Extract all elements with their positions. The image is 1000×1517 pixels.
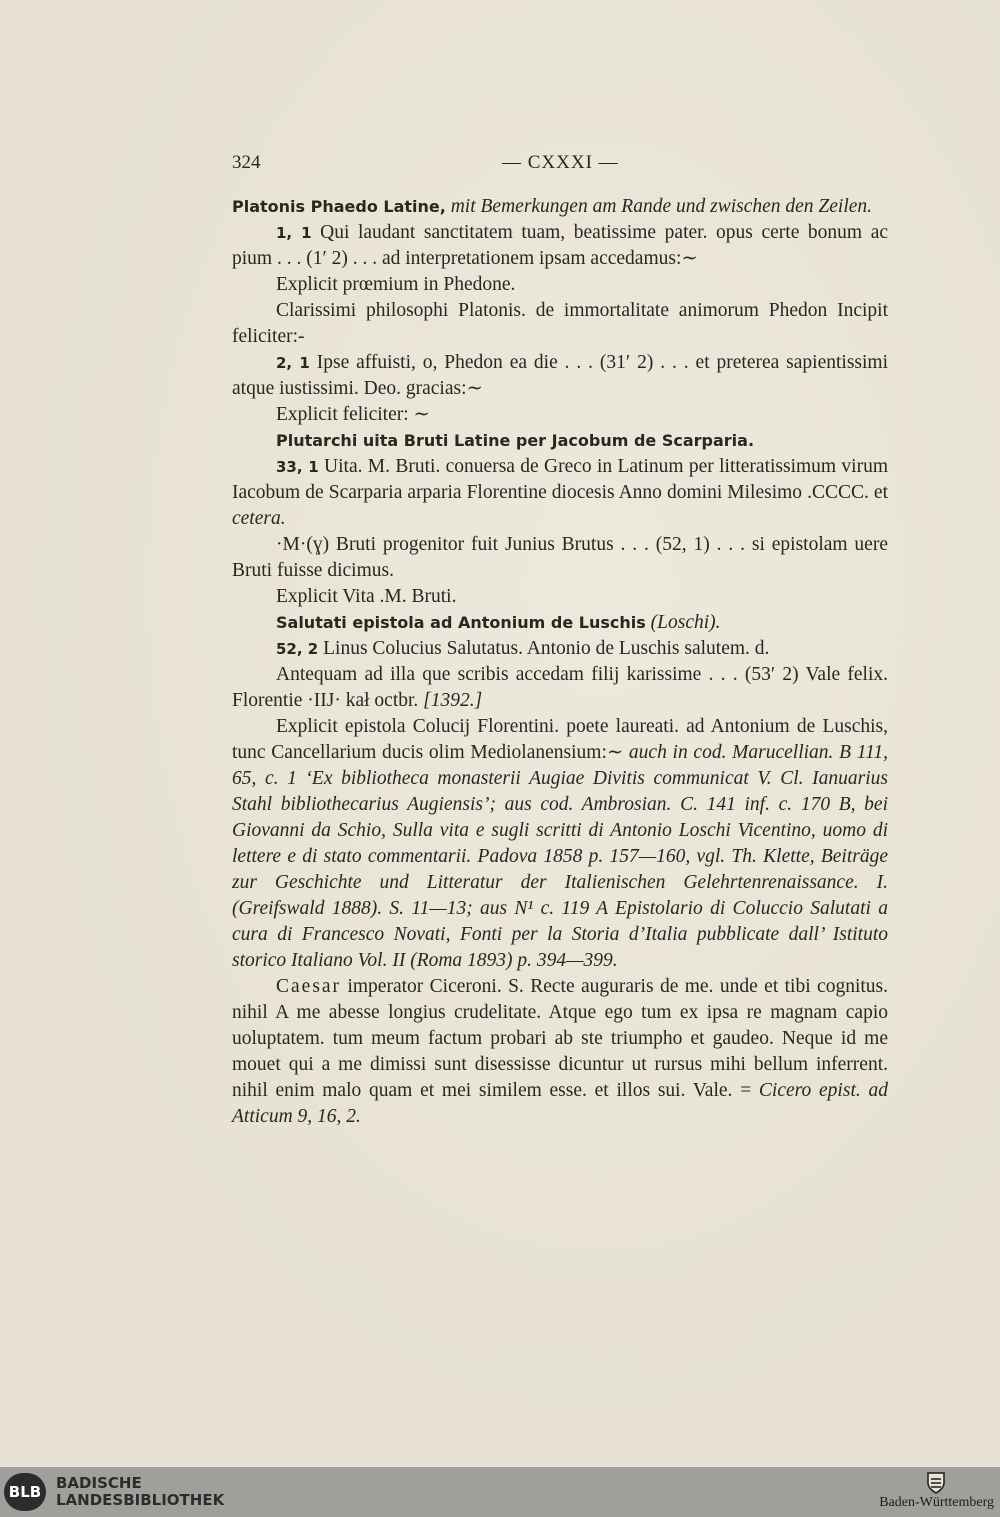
entry-heading-plutarch <box>232 428 888 454</box>
coat-of-arms-icon <box>926 1471 946 1495</box>
paragraph-italic: cetera. <box>232 508 286 529</box>
heading-italic: mit Bemerkungen am Rande und zwischen den Zeilen. <box>450 196 873 217</box>
paragraph-text: Antequam ad illa que scribis accedam filij karissime . . . (53′ 2) Vale felix. Florentie ·IIJ· kał octbr. <box>232 664 888 711</box>
library-name <box>56 1475 224 1509</box>
paragraph <box>232 454 888 532</box>
running-head <box>232 152 888 182</box>
source-citation: Cicero epist. ad Atticum 9, 16, 2. <box>232 1080 888 1127</box>
footer-bar <box>0 1467 1000 1517</box>
editorial-note: auch in cod. Marucellian. B 111, 65, c. 1 ‘Ex bibliotheca monasterii Augiae Divitis communicat V. Cl. Ianuarius Stahl bibliothecarius Augiensis’; aus cod. Ambrosian. C. 141 inf. c. 170 B, bei Giovanni da Schio, Sulla vita e sugli scritti di Antonio Loschi Vicentino, uomo di lettere e di stato commentarii. Padova 1858 p. 157—160, vgl. Th. Klette, Beiträge zur Geschichte und Litteratur der Italienischen Gelehrtenrenaissance. I. (Greifswald 1888). S. 11—13; aus N¹ c. 119 A Epistolario di Coluccio Salutati a cura di Francesco Novati, Fonti per la Storia d’Italia pubblicate dall’ Istituto storico Italiano Vol. II (Roma 1893) p. 394—399. <box>232 742 888 971</box>
library-name-line1: BADISCHE <box>56 1474 142 1492</box>
paragraph <box>232 350 888 402</box>
paragraph: Clarissimi philosophi Platonis. de immortalitate animorum Phedon Incipit feliciter:- <box>232 300 888 347</box>
paragraph <box>232 974 888 1130</box>
heading-bold: Plutarchi uita Bruti Latine per Jacobum de Scarparia. <box>276 431 755 450</box>
entry-heading-salutati <box>232 610 888 636</box>
paragraph-text: Explicit epistola Colucij Florentini. poete laureati. ad Antonium de Luschis, tunc Cancellarium ducis olim Mediolanensium:∼ <box>232 716 888 763</box>
paragraph <box>232 662 888 714</box>
heading-bold: Salutati epistola ad Antonium de Luschis <box>276 613 646 632</box>
paragraph <box>232 636 888 662</box>
blb-logo: BLB <box>4 1473 46 1511</box>
paragraph-text: Linus Colucius Salutatus. Antonio de Luschis salutem. d. <box>323 638 770 659</box>
spaced-word: Caesar <box>276 976 342 997</box>
folio-reference: 33, 1 <box>276 458 319 476</box>
paragraph-text: Ipse affuisti, o, Phedon ea die . . . (31′ 2) . . . et preterea sapientissimi atque iustissimi. Deo. gracias:∼ <box>232 352 889 399</box>
library-name-line2: LANDESBIBLIOTHEK <box>56 1491 225 1509</box>
paragraph <box>232 714 888 974</box>
paragraph: ·M·(ɣ) Bruti progenitor fuit Junius Brutus . . . (52, 1) . . . si epistolam uere Bruti fuisse dicimus. <box>232 534 888 581</box>
entry-heading-phaedo <box>232 194 888 220</box>
body-text <box>232 194 888 1130</box>
paragraph-text: Qui laudant sanctitatem tuam, beatissime pater. opus certe bonum ac pium . . . (1′ 2) . . . ad interpretationem ipsam accedamus:∼ <box>232 222 888 269</box>
paragraph: Explicit prœmium in Phedone. <box>276 274 516 295</box>
section-number: — CXXXI — <box>502 152 619 173</box>
heading-italic: (Loschi). <box>650 612 721 633</box>
folio-reference: 1, 1 <box>276 224 312 242</box>
state-name: Baden-Württemberg <box>879 1495 994 1510</box>
folio-reference: 2, 1 <box>276 354 310 372</box>
folio-reference: 52, 2 <box>276 640 319 658</box>
paragraph: Explicit Vita .M. Bruti. <box>276 586 457 607</box>
paragraph <box>232 220 888 272</box>
heading-bold: Platonis Phaedo Latine, <box>232 197 446 216</box>
paragraph: Explicit feliciter: ∼ <box>276 404 430 425</box>
page-number: 324 <box>232 152 261 173</box>
paragraph-text: Uita. M. Bruti. conuersa de Greco in Latinum per litteratissimum virum Iacobum de Scarparia arparia Florentine diocesis Anno domini Milesimo .CCCC. et <box>232 456 889 503</box>
paragraph-text: imperator Ciceroni. S. Recte auguraris de me. unde et tibi cognitus. nihil A me abesse longius crudelitate. Atque ego tum ex ipsa re magnam capio uoluptatem. tum meum factum probari ab ste triumpho et gaudeo. Neque id me mouet qui a me dimissi sunt disessisse dicuntur ut rursus mihi bellum inferrent. nihil enim malo quam et mei similem esse. et illos sui. Vale. = <box>232 976 888 1101</box>
paragraph-italic: [1392.] <box>423 690 483 711</box>
